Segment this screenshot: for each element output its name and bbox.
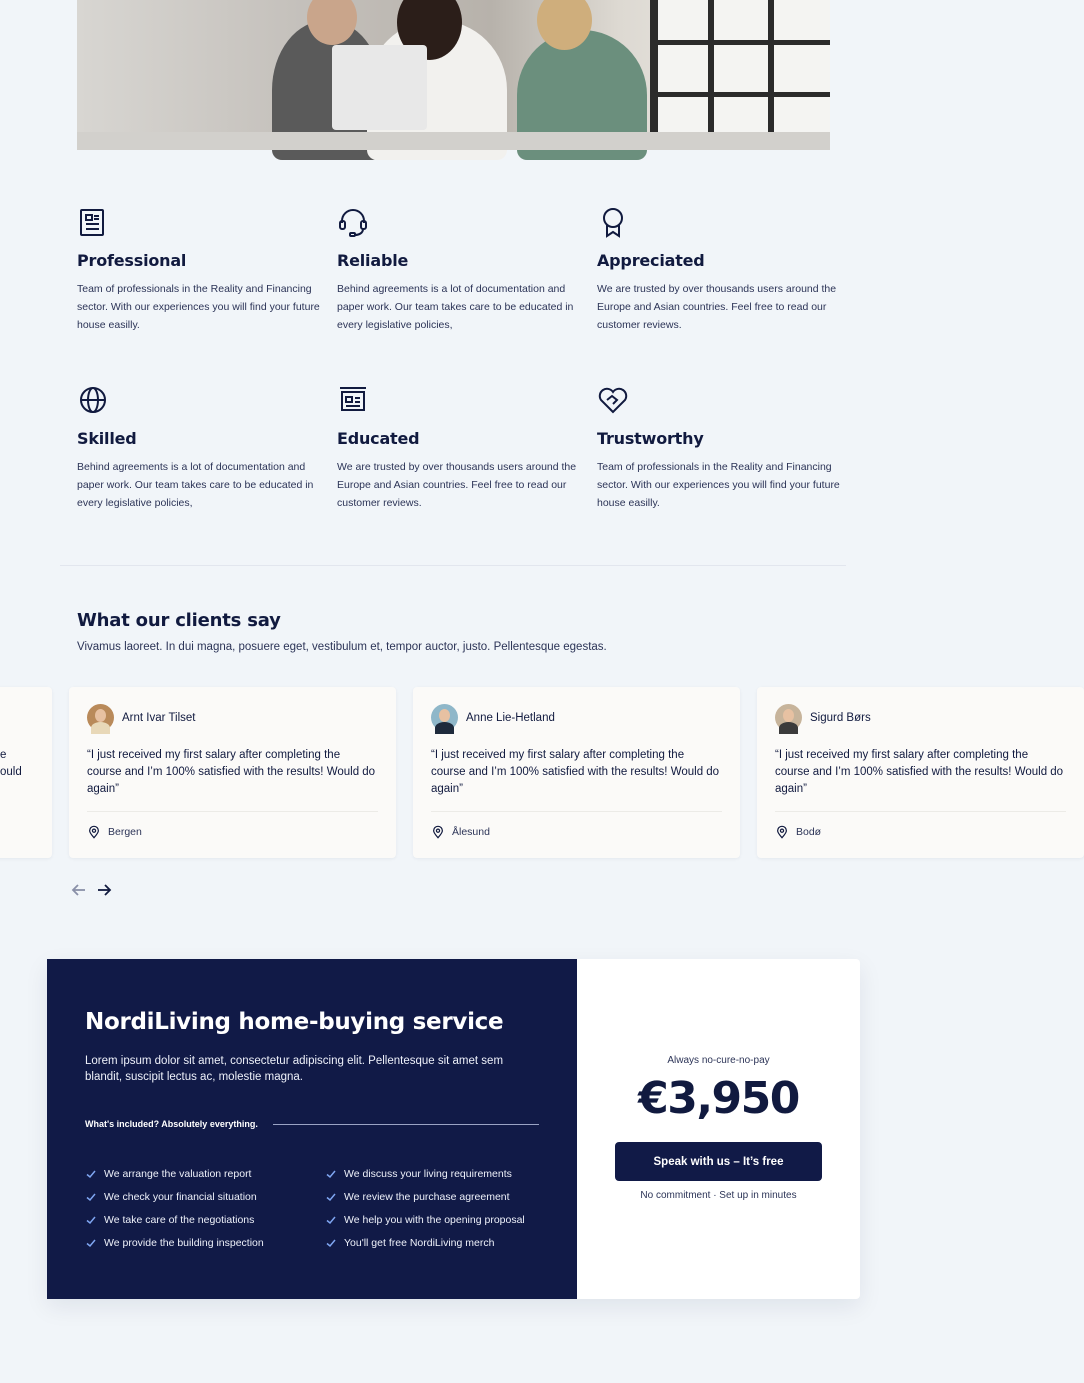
- hero-window: [650, 0, 830, 150]
- feature-title: Reliable: [337, 251, 409, 270]
- location-pin-icon: [775, 825, 789, 839]
- check-icon: [85, 1191, 97, 1203]
- feature-text: We are trusted by over thousands users around the Europe and Asian countries. Feel free to read our customer reviews.: [337, 461, 577, 509]
- globe-icon: [77, 384, 109, 416]
- speak-with-us-button[interactable]: Speak with us – It’s free: [615, 1142, 822, 1181]
- clients-title: What our clients say: [77, 610, 281, 631]
- partial-quote-line: ould: [0, 766, 22, 778]
- feature-skilled: [77, 384, 322, 512]
- avatar: [431, 704, 458, 731]
- included-item: We check your financial situation: [85, 1185, 264, 1208]
- pricing-note: No commitment · Set up in minutes: [640, 1190, 797, 1201]
- pricing-details: [47, 959, 577, 1299]
- feature-title: Educated: [337, 429, 420, 448]
- pricing-card: [47, 959, 860, 1299]
- included-label: What's included? Absolutely everything.: [85, 1119, 258, 1129]
- client-name: Arnt Ivar Tilset: [122, 711, 196, 724]
- check-icon: [325, 1214, 337, 1226]
- pricing-offer: [577, 959, 860, 1299]
- feature-text: Behind agreements is a lot of documentation and paper work. Our team takes care to be educated in every legislative policies,: [337, 283, 574, 331]
- pricing-price: €3,950: [638, 1073, 799, 1124]
- included-item: We take care of the negotiations: [85, 1208, 264, 1231]
- heart-handshake-icon: [597, 384, 629, 416]
- headset-icon: [337, 206, 369, 238]
- client-quote: “I just received my first salary after completing the course and I’m 100% satisfied with the results! Would do again”: [775, 749, 1064, 795]
- feature-title: Professional: [77, 251, 187, 270]
- client-location: Bodø: [796, 826, 822, 838]
- included-item: We provide the building inspection: [85, 1231, 264, 1254]
- avatar: [775, 704, 802, 731]
- feature-title: Trustworthy: [597, 429, 704, 448]
- check-icon: [85, 1214, 97, 1226]
- partial-quote-line: e: [0, 749, 7, 761]
- feature-text: Behind agreements is a lot of documentation and paper work. Our team takes care to be educated in every legislative policies,: [77, 461, 314, 509]
- award-icon: [597, 206, 629, 238]
- feature-professional: [77, 206, 322, 334]
- feature-trustworthy: [597, 384, 842, 512]
- client-location: Ålesund: [452, 826, 490, 838]
- included-item: We help you with the opening proposal: [325, 1208, 525, 1231]
- section-divider: [60, 565, 846, 566]
- included-item: We review the purchase agreement: [325, 1185, 525, 1208]
- testimonial-card[interactable]: [69, 687, 396, 858]
- testimonial-card[interactable]: [413, 687, 740, 858]
- feature-title: Skilled: [77, 429, 137, 448]
- location-pin-icon: [87, 825, 101, 839]
- pricing-tagline: Always no-cure-no-pay: [667, 1055, 770, 1066]
- feature-title: Appreciated: [597, 251, 705, 270]
- testimonial-card-partial[interactable]: [0, 687, 52, 858]
- avatar: [87, 704, 114, 731]
- client-location: Bergen: [108, 826, 142, 838]
- arrow-left-icon[interactable]: [69, 880, 89, 900]
- check-icon: [85, 1237, 97, 1249]
- feature-text: We are trusted by over thousands users around the Europe and Asian countries. Feel free to read our customer reviews.: [597, 283, 837, 331]
- testimonial-card[interactable]: [757, 687, 1084, 858]
- included-item: We discuss your living requirements: [325, 1162, 525, 1185]
- document-icon: [77, 206, 109, 238]
- check-icon: [325, 1168, 337, 1180]
- client-name: Anne Lie-Hetland: [466, 711, 555, 724]
- feature-reliable: [337, 206, 582, 334]
- presentation-icon: [337, 384, 369, 416]
- included-list-left: [85, 1162, 264, 1254]
- check-icon: [85, 1168, 97, 1180]
- feature-text: Team of professionals in the Reality and Financing sector. With our experiences you will find your future house easilly.: [77, 283, 320, 331]
- pricing-description: Lorem ipsum dolor sit amet, consectetur adipiscing elit. Pellentesque sit amet sem blandit, suscipit lectus ac, molestie magna.: [85, 1055, 504, 1083]
- pricing-title: NordiLiving home-buying service: [85, 1009, 504, 1035]
- client-quote: “I just received my first salary after completing the course and I’m 100% satisfied with the results! Would do again”: [431, 749, 720, 795]
- client-quote: “I just received my first salary after completing the course and I’m 100% satisfied with the results! Would do again”: [87, 749, 376, 795]
- feature-text: Team of professionals in the Reality and Financing sector. With our experiences you will find your future house easilly.: [597, 461, 840, 509]
- location-pin-icon: [431, 825, 445, 839]
- feature-educated: [337, 384, 582, 512]
- check-icon: [325, 1237, 337, 1249]
- hero-image: [77, 0, 830, 150]
- included-item: We arrange the valuation report: [85, 1162, 264, 1185]
- check-icon: [325, 1191, 337, 1203]
- client-name: Sigurd Børs: [810, 711, 871, 724]
- arrow-right-icon[interactable]: [94, 880, 114, 900]
- included-list-right: [325, 1162, 525, 1254]
- feature-appreciated: [597, 206, 842, 334]
- clients-subtitle: Vivamus laoreet. In dui magna, posuere eget, vestibulum et, tempor auctor, justo. Pellentesque egestas.: [77, 641, 607, 653]
- included-item: You'll get free NordiLiving merch: [325, 1231, 525, 1254]
- included-divider: [273, 1124, 539, 1125]
